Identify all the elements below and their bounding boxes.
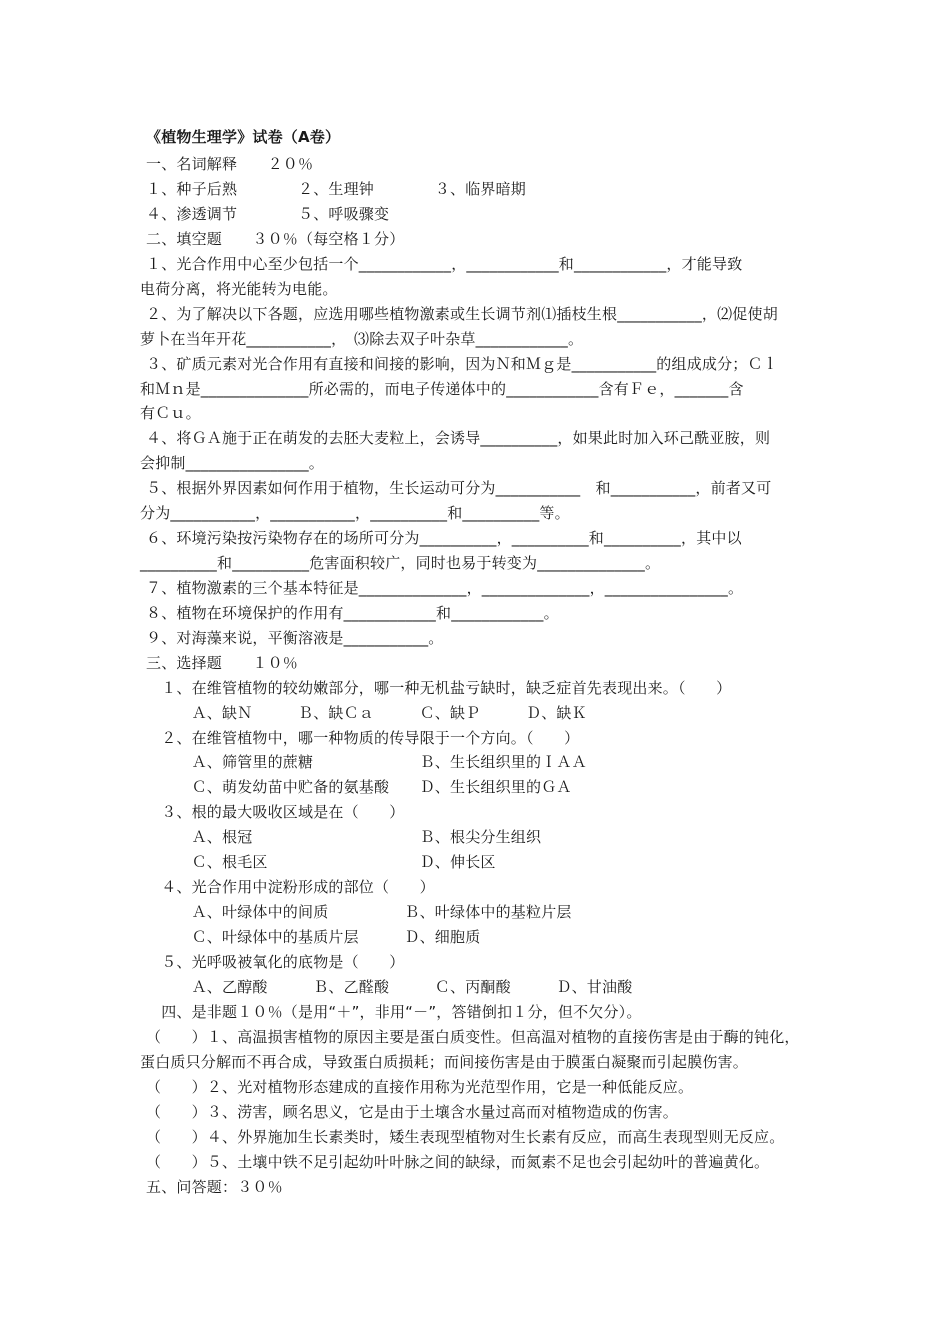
fill-q2-b: 萝卜在当年开花___________， ⑶除去双子叶杂草____________。 xyxy=(140,330,584,348)
choice-q2-options-cd: Ｃ、萌发幼苗中贮备的氨基酸 Ｄ、生长组织里的ＧＡ xyxy=(146,778,572,796)
choice-q3-options-cd: Ｃ、根毛区 Ｄ、伸长区 xyxy=(146,853,496,871)
fill-q5-b: 分为___________，___________，__________和__________等。 xyxy=(140,504,570,522)
fill-q2-a: ２、为了解决以下各题，应选用哪些植物激素或生长调节剂⑴插枝生根___________，⑵促使胡 xyxy=(146,305,778,323)
section-4-heading: 四、是非题１０％（是用“＋”，非用“－”，答错倒扣１分，但不欠分）。 xyxy=(146,1003,642,1021)
choice-q5: ５、光呼吸被氧化的底物是（ ） xyxy=(146,953,405,971)
fill-q1-a: １、光合作用中心至少包括一个____________，____________和____________，才能导致 xyxy=(146,255,743,273)
fill-q3-c: 有Ｃｕ。 xyxy=(140,404,201,422)
fill-q1-b: 电荷分离，将光能转为电能。 xyxy=(140,280,338,298)
choice-q4: ４、光合作用中淀粉形成的部位（ ） xyxy=(146,878,435,896)
term-row-2: ４、渗透调节 ５、呼吸骤变 xyxy=(146,205,390,223)
choice-q3: ３、根的最大吸收区域是在（ ） xyxy=(146,803,405,821)
tf-q4: （ ）４、外界施加生长素类时，矮生表现型植物对生长素有反应，而高生表现型则无反应。 xyxy=(146,1128,785,1146)
tf-q5: （ ）５、土壤中铁不足引起幼叶叶脉之间的缺绿，而氮素不足也会引起幼叶的普遍黄化。 xyxy=(146,1153,770,1171)
choice-q3-options-ab: Ａ、根冠 Ｂ、根尖分生组织 xyxy=(146,828,542,846)
choice-q5-options: Ａ、乙醇酸 Ｂ、乙醛酸 Ｃ、丙酮酸 Ｄ、甘油酸 xyxy=(146,978,633,996)
fill-q6-b: __________和__________危害面积较广，同时也易于转变为______________。 xyxy=(140,554,661,572)
section-1-heading: 一、名词解释 ２０％ xyxy=(146,155,314,173)
fill-q6-a: ６、环境污染按污染物存在的场所可分为__________，__________和__________，其中以 xyxy=(146,529,742,547)
choice-q1: １、在维管植物的较幼嫩部分，哪一种无机盐亏缺时，缺乏症首先表现出来。（ ） xyxy=(146,679,732,697)
tf-q3: （ ）３、涝害，顾名思义，它是由于土壤含水量过高而对植物造成的伤害。 xyxy=(146,1103,679,1121)
tf-q1-a: （ ）１、高温损害植物的原因主要是蛋白质变性。但高温对植物的直接伤害是由于酶的钝化， xyxy=(146,1028,800,1046)
fill-q9: ９、对海藻来说，平衡溶液是___________。 xyxy=(146,629,444,647)
section-5-heading: 五、问答题：３０％ xyxy=(146,1178,283,1196)
exam-title: 《植物生理学》试卷（A卷） xyxy=(146,128,341,146)
section-3-heading: 三、选择题 １０％ xyxy=(146,654,299,672)
tf-q2: （ ）２、光对植物形态建成的直接作用称为光范型作用，它是一种低能反应。 xyxy=(146,1078,694,1096)
section-2-heading: 二、填空题 ３０％（每空格１分） xyxy=(146,230,405,248)
fill-q4-a: ４、将ＧＡ施于正在萌发的去胚大麦粒上，会诱导__________，如果此时加入环己酰亚胺，则 xyxy=(146,429,771,447)
fill-q5-a: ５、根据外界因素如何作用于植物，生长运动可分为___________ 和___________，前者又可 xyxy=(146,479,772,497)
choice-q4-options-ab: Ａ、叶绿体中的间质 Ｂ、叶绿体中的基粒片层 xyxy=(146,903,572,921)
fill-q8: ８、植物在环境保护的作用有____________和____________。 xyxy=(146,604,559,622)
fill-q4-b: 会抑制________________。 xyxy=(140,454,325,472)
fill-q3-a: ３、矿质元素对光合作用有直接和间接的影响，因为Ｎ和Ｍｇ是___________的组成成分；Ｃｌ xyxy=(146,355,778,373)
choice-q2-options-ab: Ａ、筛管里的蔗糖 Ｂ、生长组织里的ＩＡＡ xyxy=(146,753,587,771)
choice-q4-options-cd: Ｃ、叶绿体中的基质片层 Ｄ、细胞质 xyxy=(146,928,481,946)
fill-q7: ７、植物激素的三个基本特征是______________，______________，________________。 xyxy=(146,579,744,597)
fill-q3-b: 和Ｍｎ是______________所必需的，而电子传递体中的____________含有Ｆｅ，_______含 xyxy=(140,380,744,398)
choice-q1-options: Ａ、缺Ｎ Ｂ、缺Ｃａ Ｃ、缺Ｐ Ｄ、缺Ｋ xyxy=(146,704,587,722)
term-row-1: １、种子后熟 ２、生理钟 ３、临界暗期 xyxy=(146,180,527,198)
choice-q2: ２、在维管植物中，哪一种物质的传导限于一个方向。（ ） xyxy=(146,729,580,747)
tf-q1-b: 蛋白质只分解而不再合成，导致蛋白质损耗；而间接伤害是由于膜蛋白凝聚而引起膜伤害。 xyxy=(140,1053,749,1071)
